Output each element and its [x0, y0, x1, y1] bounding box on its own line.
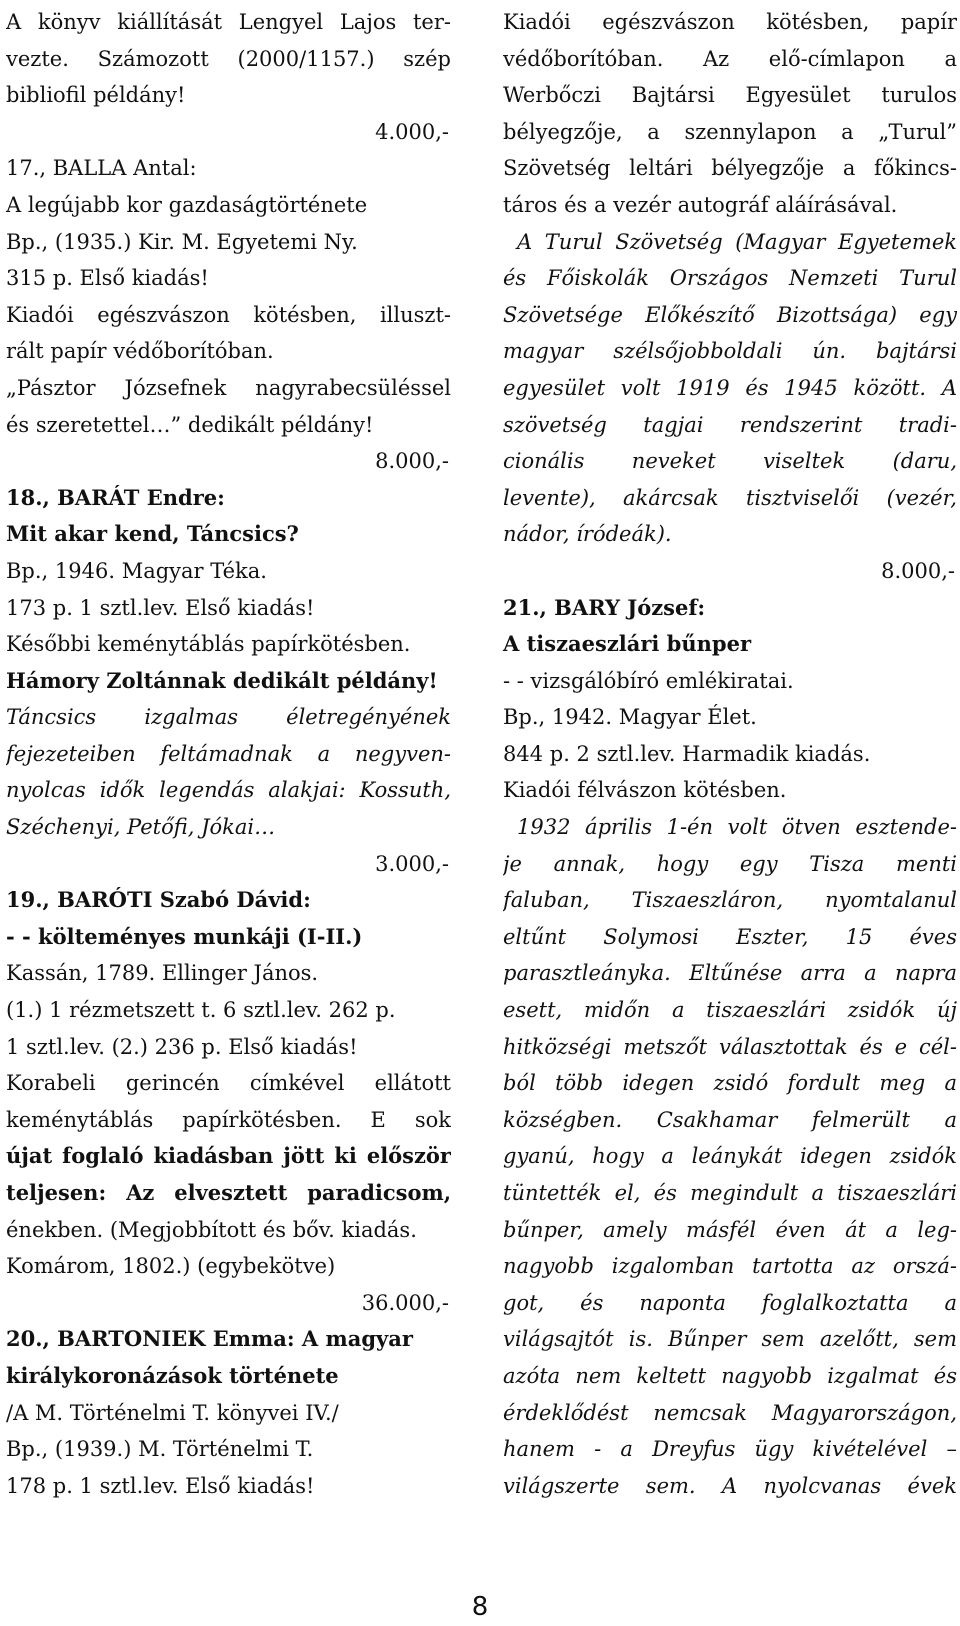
text-line: azóta nem keltett nagyobb izgalmat és: [503, 1363, 957, 1388]
text-line: magyar szélsőjobboldali ún. bajtársi: [503, 339, 957, 364]
text-line: eltűnt Solymosi Eszter, 15 éves: [503, 924, 957, 949]
text-line: Kiadói félvászon kötésben.: [503, 778, 787, 803]
text-line: parasztleányka. Eltűnése arra a napra: [503, 961, 957, 986]
text-line: A legújabb kor gazdaságtörténete: [6, 192, 368, 217]
text-line: vezte. Számozott (2000/1157.) szép: [6, 46, 451, 71]
left-column: [6, 4, 451, 1504]
text-line: világsajtót is. Bűnper sem azelőtt, sem: [503, 1327, 957, 1352]
text-line: A Turul Szövetség (Magyar Egyetemek: [517, 229, 957, 254]
text-line: Kassán, 1789. Ellinger János.: [6, 961, 319, 986]
text-line: hitközségi metszőt választottak és e cél-: [503, 1034, 957, 1059]
text-line: 20., BARTONIEK Emma: A magyar: [6, 1326, 413, 1352]
text-line: védőborítóban. Az elő-címlapon a: [503, 46, 957, 71]
text-line: királykoronázások története: [6, 1362, 339, 1388]
text-line: Bp., 1942. Magyar Élet.: [503, 705, 757, 730]
text-line: gyanú, hogy a leánykát idegen zsidók: [503, 1144, 957, 1169]
text-line: és Főiskolák Országos Nemzeti Turul: [503, 266, 957, 291]
text-line: nagyobb izgalomban tartotta az orszá-: [503, 1254, 957, 1279]
text-line: Korabeli gerincén címkével ellátott: [6, 1071, 451, 1096]
text-line: községben. Csakhamar felmerült a: [503, 1107, 957, 1132]
text-line: teljesen: Az elvesztett paradicsom,: [6, 1180, 451, 1205]
text-line: 17., BALLA Antal:: [6, 156, 197, 181]
text-line: „Pásztor Józsefnek nagyrabecsüléssel: [6, 375, 451, 400]
text-line: táros és a vezér autográf aláírásával.: [503, 192, 898, 217]
text-line: 173 p. 1 sztl.lev. Első kiadás!: [6, 595, 315, 620]
text-line: /A M. Történelmi T. könyvei IV./: [6, 1400, 339, 1425]
text-line: Kiadói egészvászon kötésben, papír: [503, 10, 957, 34]
text-line: 1 sztl.lev. (2.) 236 p. Első kiadás!: [6, 1034, 358, 1059]
text-line: esett, midőn a tiszaeszlári zsidók új: [503, 998, 957, 1023]
text-line: je annak, hogy egy Tisza menti: [503, 851, 957, 876]
text-line: levente), akárcsak tisztviselői (vezér,: [503, 485, 957, 510]
text-line: Mit akar kend, Táncsics?: [6, 521, 299, 547]
text-line: A könyv kiállítását Lengyel Lajos ter-: [6, 10, 451, 34]
text-line: 178 p. 1 sztl.lev. Első kiadás!: [6, 1473, 315, 1498]
text-line: nyolcas idők legendás alakjai: Kossuth,: [6, 778, 451, 803]
text-line: Táncsics izgalmas életregényének: [6, 705, 451, 730]
text-line: 844 p. 2 sztl.lev. Harmadik kiadás.: [503, 741, 871, 766]
text-line: fejezeteiben feltámadnak a negyven-: [6, 741, 451, 766]
text-line: got, és naponta foglalkoztatta a: [503, 1290, 957, 1315]
text-line: 1932 április 1-én volt ötven esztende-: [517, 815, 957, 840]
page-number: 8: [471, 1592, 489, 1622]
price-line: 8.000,-: [881, 558, 955, 583]
text-line: tüntették el, és megindult a tiszaeszlári: [503, 1181, 957, 1205]
text-line: bibliofil példány!: [6, 83, 186, 108]
text-line: nádor, íródeák).: [503, 522, 672, 547]
text-line: Bp., (1939.) M. Történelmi T.: [6, 1437, 314, 1462]
text-line: bűnper, amely másfél éven át a leg-: [503, 1217, 957, 1242]
text-line: ból több idegen zsidó fordult meg a: [503, 1071, 957, 1096]
text-line: Bp., 1946. Magyar Téka.: [6, 558, 267, 583]
text-line: újat foglaló kiadásban jött ki először: [6, 1143, 451, 1169]
text-line: 18., BARÁT Endre:: [6, 484, 225, 510]
text-line: A tiszaeszlári bűnper: [503, 631, 752, 657]
text-line: Későbbi keménytáblás papírkötésben.: [6, 632, 411, 657]
text-line: cionális neveket viseltek (daru,: [503, 449, 957, 474]
text-line: énekben. (Megjobbított és bőv. kiadás.: [6, 1217, 417, 1242]
price-line: 8.000,-: [375, 449, 449, 474]
text-line: 315 p. Első kiadás!: [6, 266, 209, 291]
text-line: egyesület volt 1919 és 1945 között. A: [503, 375, 957, 400]
text-line: Komárom, 1802.) (egybekötve): [6, 1254, 336, 1279]
text-line: Hámory Zoltánnak dedikált példány!: [6, 667, 438, 693]
text-line: Szövetsége Előkészítő Bizottsága) egy: [503, 302, 957, 327]
text-line: bélyegzője, a szennylapon a „Turul”: [503, 119, 957, 144]
price-line: 3.000,-: [375, 851, 449, 876]
text-line: Kiadói egészvászon kötésben, illuszt-: [6, 302, 451, 327]
text-line: Werbőczi Bajtársi Egyesület turulos: [503, 83, 957, 108]
text-line: világszerte sem. A nyolcvanas évek: [503, 1473, 957, 1498]
text-line: hanem - a Dreyfus ügy kivételével –: [503, 1437, 957, 1462]
text-line: Széchenyi, Petőfi, Jókai…: [6, 815, 276, 840]
right-column: [503, 4, 957, 1504]
text-line: keménytáblás papírkötésben. E sok: [6, 1107, 451, 1132]
text-line: érdeklődést nemcsak Magyarországon,: [503, 1400, 957, 1425]
text-line: (1.) 1 rézmetszett t. 6 sztl.lev. 262 p.: [6, 998, 396, 1023]
text-line: szövetség tagjai rendszerint tradi-: [503, 412, 957, 437]
price-line: 36.000,-: [361, 1290, 449, 1315]
price-line: 4.000,-: [375, 119, 449, 144]
text-line: Szövetség leltári bélyegzője a főkincs-: [503, 156, 957, 181]
text-line: Bp., (1935.) Kir. M. Egyetemi Ny.: [6, 229, 358, 254]
text-line: - - vizsgálóbíró emlékiratai.: [503, 668, 794, 693]
text-line: 19., BARÓTI Szabó Dávid:: [6, 887, 311, 913]
text-line: és szeretettel…” dedikált példány!: [6, 412, 374, 437]
text-line: 21., BARY József:: [503, 594, 706, 620]
text-line: rált papír védőborítóban.: [6, 339, 274, 364]
text-line: - - költeményes munkáji (I-II.): [6, 923, 363, 949]
text-line: faluban, Tiszaeszláron, nyomtalanul: [503, 888, 957, 913]
